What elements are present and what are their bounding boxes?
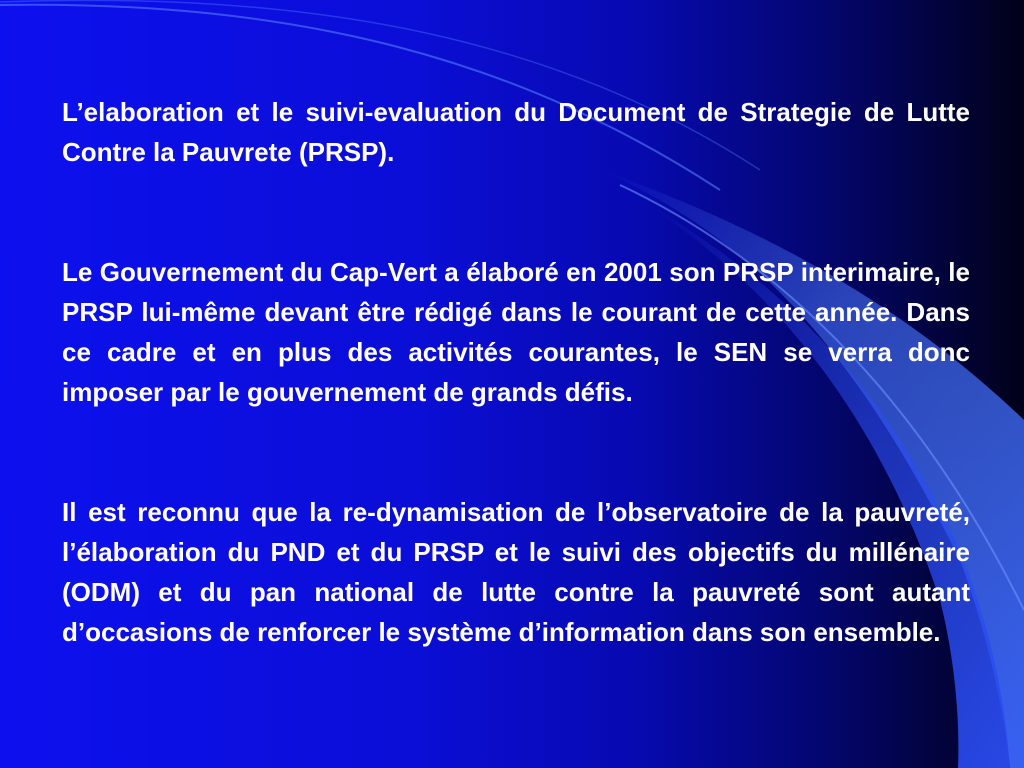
paragraph-title: L’elaboration et le suivi-evaluation du Document de Strategie de Lutte Contre la Pauvrete (PRSP). bbox=[62, 97, 970, 167]
paragraph-government-prsp: Le Gouvernement du Cap-Vert a élaboré en 2001 son PRSP interimaire, le PRSP lui-même devant être rédigé dans le courant de cette année. Dans ce cadre et en plus des activités courantes, le SEN se verra donc imposer par le gouvernement de grands défis. bbox=[62, 257, 970, 407]
slide-body bbox=[62, 92, 970, 652]
paragraph-observatory: Il est reconnu que la re-dynamisation de l’observatoire de la pauvreté, l’élaboration du PND et du PRSP et le suivi des objectifs du millénaire (ODM) et du pan national de lutte contre la pauvreté sont autant d’occasions de renforcer le système d’information dans son ensemble. bbox=[62, 497, 970, 647]
